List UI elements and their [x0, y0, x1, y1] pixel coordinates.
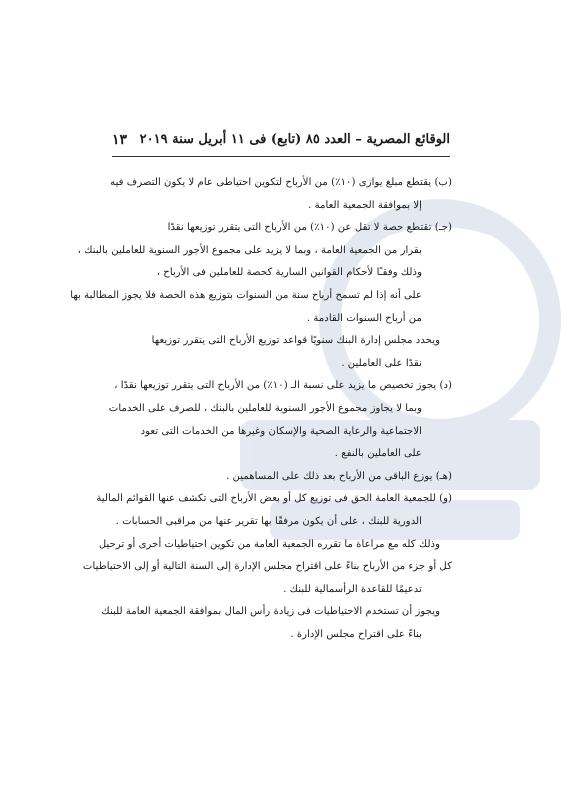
header-title: الوقائع المصرية – العدد ٨٥ (تابع) فى ١١ أبريل سنة ٢٠١٩ — [139, 132, 450, 147]
text-line: تدعيمًا للقاعدة الرأسمالية للبنك . — [283, 583, 422, 595]
text-line: على العاملين بالنفع . — [334, 448, 422, 460]
text-line: من أرباح السنوات القادمة . — [306, 312, 422, 324]
text-line: وذلك وفقـًا لأحكام القوانين السارية كحصة للعاملين فى الأرباح ، — [156, 267, 422, 279]
text-line: نقدًا على العاملين . — [341, 357, 422, 369]
page-header — [112, 132, 450, 154]
text-line: وذلك كله مع مراعاة ما تقرره الجمعية العامة من تكوين احتياطيات أخرى أو ترحيل — [98, 538, 440, 550]
text-line: وبما لا يجاوز مجموع الأجور السنوية للعاملين بالبنك ، للصرف على الخدمات — [108, 402, 422, 414]
text-line: (ب) يقتطع مبلغ يوازى (١٠٪) من الأرباح لتكوين احتياطى عام لا يكون التصرف فيه — [110, 177, 452, 188]
header-divider — [112, 156, 450, 157]
text-line: بقرار من الجمعية العامة ، وبما لا يزيد على مجموع الأجور السنوية للعاملين بالبنك ، — [77, 244, 422, 256]
text-line: على أنه إذا لم تسمح أرباح سنة من السنوات بتوزيع هذه الحصة فلا يجوز المطالبة بها — [70, 289, 422, 301]
text-line: (هـ) يوزع الباقى من الأرباح بعد ذلك على المساهمين . — [226, 470, 452, 482]
text-line: (جـ) تقتطع حصة لا تقل عن (١٠٪) من الأرباح التى يتقرر توزيعها نقدًا — [167, 222, 452, 234]
text-line: الاجتماعية والرعاية الصحية والإسكان وغيرها من الخدمات التى تعود — [140, 425, 422, 437]
text-line: كل أو جزء من الأرباح بناءً على اقتراح مجلس الإدارة إلى السنة التالية أو إلى الاحتياطيات — [82, 561, 452, 573]
page-number: ١٣ — [112, 132, 128, 148]
text-line: إلا بموافقة الجمعية العامة . — [308, 199, 422, 211]
text-line: بناءً على اقتراح مجلس الإدارة . — [290, 628, 422, 640]
text-line: الدورية للبنك ، على أن يكون مرفقًا بها تقرير عنها من مراقبى الحسابات . — [115, 515, 422, 527]
document-body — [70, 172, 452, 646]
text-line: ويحدد مجلس إدارة البنك سنويًا قواعد توزيع الأرباح التى يتقرر توزيعها — [151, 335, 440, 347]
text-line: ويجوز أن تستخدم الاحتياطيات فى زيادة رأس المال بموافقة الجمعية العامة للبنك — [101, 606, 440, 618]
text-line: (د) يجوز تخصيص ما يزيد على نسبة الـ (١٠٪) من الأرباح التى يتقرر توزيعها نقدًا ، — [114, 380, 452, 392]
text-line: (و) للجمعية العامة الحق فى توزيع كل أو بعض الأرباح التى تكشف عنها القوائم المالية — [96, 493, 452, 505]
